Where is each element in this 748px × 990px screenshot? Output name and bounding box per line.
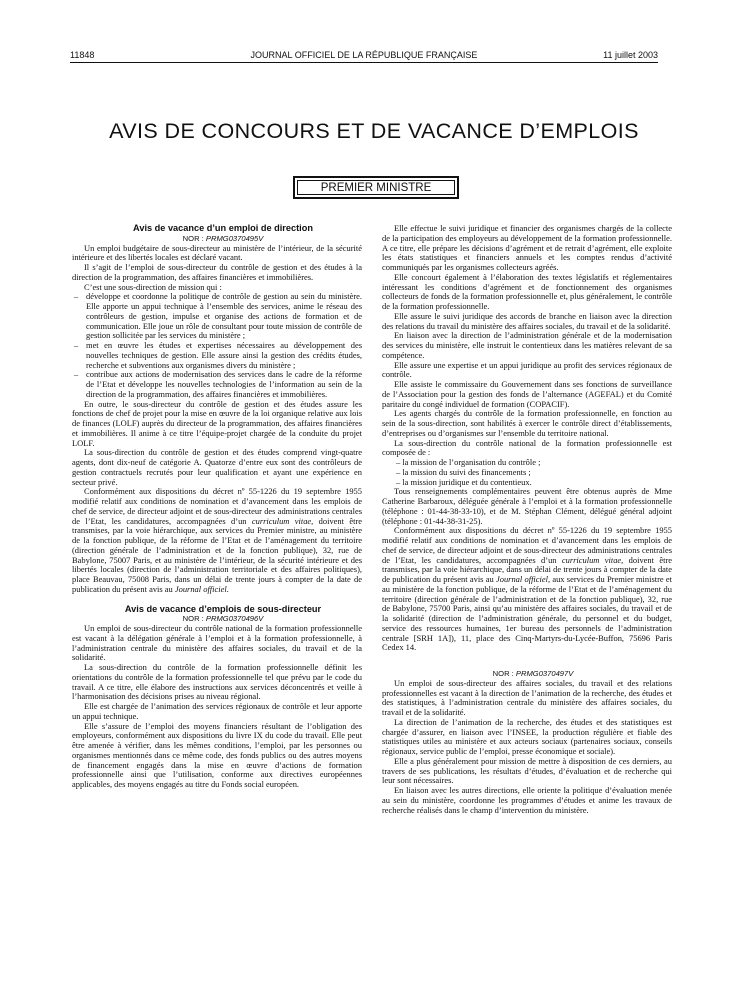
- list-item: – la mission du suivi des financements ;: [396, 466, 531, 477]
- paragraph: En liaison avec la direction de l’administration générale et de la modernisation des services du ministère, elle instruit le contentieux dans les matières relevant de sa compétence.: [382, 330, 672, 360]
- list-item: – la mission de l’organisation du contrôle ;: [396, 457, 541, 467]
- nor-reference: NOR : PRMG0370496V: [182, 614, 264, 624]
- paragraph: La sous-direction du contrôle de la formation professionnelle définit les orientations du contrôle de la formation professionnelle tel que prévu par le code du travail. A ce titre, elle élabore des instructions aux services déconcentrés et veille à l’harmonisation des décisions prises au niveau régional.: [72, 662, 362, 702]
- section-title: Avis de vacance d’emplois de sous-directeur: [124, 603, 322, 614]
- paragraph: En liaison avec les autres directions, elle oriente la politique d’évaluation menée au sein du ministère, coordonne les programmes d’études et anime les travaux de recherche réalisés dans le champ d’intervention du ministère.: [382, 785, 672, 815]
- paragraph: En outre, le sous-directeur du contrôle de gestion et des études assure les fonctions de chef de projet pour la mise en œuvre de la loi organique relative aux lois de finances (LOLF) auprès du directeur de la programmation, des affaires financières et immobilières. Il anime à ce titre l’équipe-projet chargée de la conduite du projet LOLF.: [72, 398, 362, 448]
- paragraph: Elle concourt également à l’élaboration des textes législatifs et réglementaires intéressant les conditions d’agrément et de fonctionnement des organismes collecteurs de fonds de la formation professionnelle et, plus généralement, le contrôle de la formation professionnelle.: [382, 271, 672, 311]
- journal-title: JOURNAL OFFICIEL DE LA RÉPUBLIQUE FRANÇAISE: [250, 50, 478, 60]
- paragraph: Elle est chargée de l’animation des services régionaux de contrôle et leur apporte un appui technique.: [72, 701, 362, 721]
- page-number: 11848: [70, 50, 95, 60]
- paragraph: La sous-direction du contrôle national de la formation professionnelle est composée de :: [382, 437, 672, 458]
- paragraph: Un emploi de sous-directeur du contrôle national de la formation professionnelle est vacant à la délégation générale à l’emploi et à la formation professionnelle, à l’administration centrale du ministère des affaires sociales, du travail et de la solidarité.: [72, 623, 362, 663]
- ministry-box: [293, 176, 459, 199]
- paragraph: Un emploi budgétaire de sous-directeur au ministère de l’intérieur, de la sécurité intérieure et des libertés locales est déclaré vacant.: [72, 242, 362, 263]
- header-rule: [70, 62, 658, 63]
- nor-reference: NOR : PRMG0370495V: [182, 233, 264, 243]
- paragraph: Elle effectue le suivi juridique et financier des organismes chargés de la collecte de la participation des employeurs au développement de la formation professionnelle. A ce titre, elle prépare les décisions d’agrément et de retrait d’agrément, elle exploite les états statistiques et financiers annuels et les comptes rendus d’activité communiqués par les organismes collecteurs agréés.: [382, 223, 672, 272]
- paragraph: Il s’agit de l’emploi de sous-directeur du contrôle de gestion et des études à la direction de la programmation, des affaires financières et immobilières.: [72, 262, 362, 282]
- ministry-name: PREMIER MINISTRE: [297, 180, 455, 195]
- right-column: [382, 224, 672, 815]
- paragraph: Elle assure une expertise et un appui juridique au profit des services régionaux de contrôle.: [382, 359, 672, 380]
- left-column: [72, 224, 362, 790]
- paragraph: Les agents chargés du contrôle de la formation professionnelle, en fonction au sein de la sous-direction, sont habilités à exercer le contrôle direct d’établissements, d’entreprises ou d’organismes sur l’ensemble du territoire national.: [382, 408, 672, 438]
- paragraph: Elle assure le suivi juridique des accords de branche en liaison avec la direction des relations du travail du ministère des affaires sociales, du travail et de la solidarité.: [382, 310, 672, 331]
- paragraph: Elle s’assure de l’emploi des moyens financiers résultant de l’obligation des employeurs, conformément aux dispositions du livre IX du code du travail. Elle peut être amenée à vérifier, dans les mêmes conditions, l’emploi, par les personnes ou organismes mentionnés dans ce même code, des fonds publics ou des autres moyens de financement engagés dans la mise en œuvre d’actions de formation professionnelle ainsi que l’utilisation, conforme aux directives européennes applicables, des moyens engagés au titre du Fonds social européen.: [72, 720, 362, 789]
- list-item: – met en œuvre les études et expertises nécessaires au développement des nouvelles techniques de gestion. Elle assure ainsi la gestion des crédits études, recherche et subventions aux organismes divers du ministère ;: [72, 341, 362, 370]
- list-item: – contribue aux actions de modernisation des services dans le cadre de la réforme de l’Etat et développe les nouvelles technologies de l’information au sein de la direction de la programmation, des affaires financières et immobilières.: [72, 370, 362, 399]
- list-item: – développe et coordonne la politique de contrôle de gestion au sein du ministère. Elle apporte un appui technique à l’ensemble des services, anime le réseau des contrôleurs de gestion, impulse et organise des actions de formation et de communication. Elle joue un rôle de consultant pour toute mission de contrôle de gestion sollicitée par les services du ministère ;: [72, 292, 362, 341]
- paragraph: Un emploi de sous-directeur des affaires sociales, du travail et des relations professionnelles est vacant à la direction de l’animation de la recherche, des études et des statistiques, à l’administration centrale du ministère des affaires sociales, du travail et de la solidarité.: [382, 677, 672, 717]
- list-item: – la mission juridique et du contentieux.: [396, 476, 532, 487]
- publication-date: 11 juillet 2003: [603, 50, 658, 60]
- paragraph: Conformément aux dispositions du décret nº 55-1226 du 19 septembre 1955 modifié relatif aux conditions de nomination et d’avancement dans les emplois de chef de service, de directeur adjoint et de sous-directeur des administrations centrales de l’Etat, les candidatures, accompagnées d’un curriculum vitae, doivent être transmises, par la voie hiérarchique, aux services du Premier ministre, au ministère de la fonction publique, de la réforme de l’Etat et de l’aménagement du territoire (direction générale de l’administration et de la fonction publique), 32, rue de Babylone, 75007 Paris, et au ministère de l’intérieur, de la sécurité intérieure et des libertés locales (direction de l’administration territoriale et des affaires politiques), place Beauvau, 75008 Paris, dans un délai de trente jours à compter de la date de publication du présent avis au Journal officiel.: [72, 486, 362, 594]
- page-title: AVIS DE CONCOURS ET DE VACANCE D’EMPLOIS: [109, 119, 639, 143]
- nor-reference: NOR : PRMG0370497V: [492, 669, 574, 678]
- paragraph: Tous renseignements complémentaires peuvent être obtenus auprès de Mme Catherine Barbaroux, déléguée générale à l’emploi et à la formation professionnelle (téléphone : 01-44-38-33-10), et de M. Stéphan Clément, délégué général adjoint (téléphone : 01-44-38-31-25).: [382, 486, 672, 526]
- paragraph: La direction de l’animation de la recherche, des études et des statistiques est chargée d’assurer, en liaison avec l’INSEE, la production régulière et fiable des statistiques utiles au ministère et aux acteurs sociaux (partenaires sociaux, conseils régionaux, service public de l’emploi, presse économique et sociale).: [382, 716, 672, 756]
- paragraph: C’est une sous-direction de mission qui :: [84, 281, 222, 292]
- paragraph: Elle a plus généralement pour mission de mettre à disposition de ces derniers, au travers de ses publications, les résultats d’études, d’évaluation et de recherche qui leur sont nécessaires.: [382, 755, 672, 786]
- paragraph: Elle assiste le commissaire du Gouvernement dans ses fonctions de surveillance de l’Association pour la gestion des fonds de l’alternance (AGEFAL) et du Comité paritaire du congé individuel de formation (COPACIF).: [382, 379, 672, 409]
- paragraph: Conformément aux dispositions du décret nº 55-1226 du 19 septembre 1955 modifié relatif aux conditions de nomination et d’avancement dans les emplois de chef de service, de directeur adjoint et de sous-directeur des administrations centrales de l’Etat, les candidatures, accompagnées d’un curriculum vitae, doivent être transmises, par la voie hiérarchique, dans un délai de trente jours à compter de la date de publication du présent avis au Journal officiel, aux services du Premier ministre et au ministère de la fonction publique, de la réforme de l’Etat et de l’aménagement du territoire (direction générale de l’administration et de la fonction publique), 32, rue de Babylone, 75700 Paris, ainsi qu’au ministère des affaires sociales, du travail et de la solidarité (direction de l’administration générale, du personnel et du budget, service des ressources humaines, 1er bureau des personnels de l’administration centrale [SRH 1A]), 11, place des Cinq-Martyrs-du-Lycée-Buffon, 75696 Paris Cedex 14.: [382, 525, 672, 653]
- paragraph: La sous-direction du contrôle de gestion et des études comprend vingt-quatre agents, dont dix-neuf de catégorie A. Quatorze d’entre eux sont des contrôleurs de gestion contractuels recrutés pour leur qualification et ayant une expérience en secteur privé.: [72, 447, 362, 487]
- section-title: Avis de vacance d’un emploi de direction: [133, 223, 313, 233]
